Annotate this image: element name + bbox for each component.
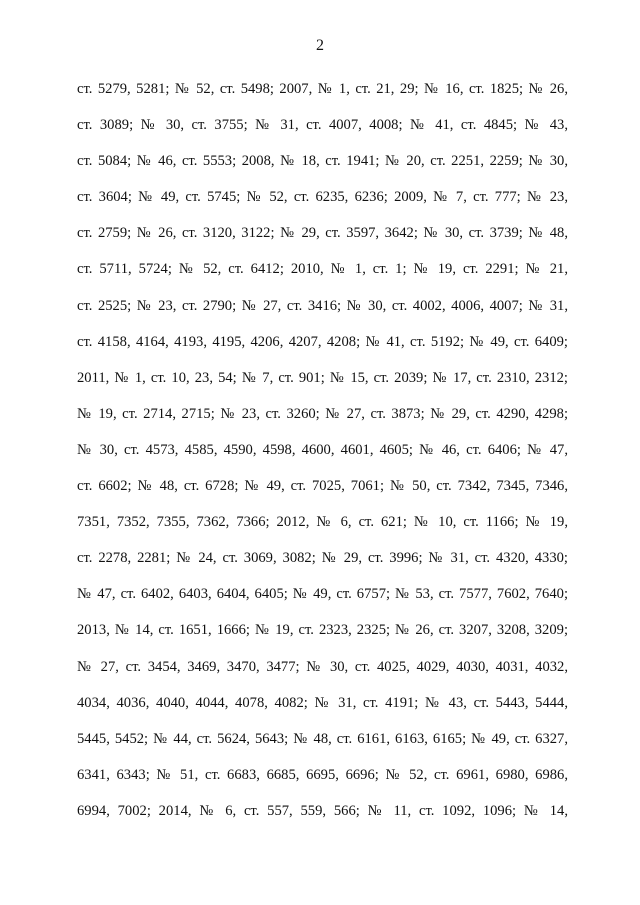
text-line-13: 7351, 7352, 7355, 7362, 7366; 2012, № 6, ст. 621; № 10, ст. 1166; № 19, <box>77 514 568 531</box>
text-line-3: ст. 5084; № 46, ст. 5553; 2008, № 18, ст. 1941; № 20, ст. 2251, 2259; № 30, <box>77 153 568 170</box>
text-line-17: № 27, ст. 3454, 3469, 3470, 3477; № 30, ст. 4025, 4029, 4030, 4031, 4032, <box>77 658 568 675</box>
text-line-1: ст. 5279, 5281; № 52, ст. 5498; 2007, № 1, ст. 21, 29; № 16, ст. 1825; № 26, <box>77 81 568 97</box>
text-line-20: 6341, 6343; № 51, ст. 6683, 6685, 6695, 6696; № 52, ст. 6961, 6980, 6986, <box>77 766 568 783</box>
text-line-8: ст. 4158, 4164, 4193, 4195, 4206, 4207, 4208; № 41, ст. 5192; № 49, ст. 6409; <box>77 333 568 350</box>
page-number: 2 <box>316 37 324 54</box>
legal-citation-text <box>77 76 568 824</box>
text-line-21: 6994, 7002; 2014, № 6, ст. 557, 559, 566; № 11, ст. 1092, 1096; № 14, <box>77 802 568 819</box>
text-line-11: № 30, ст. 4573, 4585, 4590, 4598, 4600, 4601, 4605; № 46, ст. 6406; № 47, <box>77 441 568 458</box>
text-line-2: ст. 3089; № 30, ст. 3755; № 31, ст. 4007, 4008; № 41, ст. 4845; № 43, <box>77 117 568 134</box>
text-line-9: 2011, № 1, ст. 10, 23, 54; № 7, ст. 901; № 15, ст. 2039; № 17, ст. 2310, 2312; <box>77 369 568 386</box>
text-line-4: ст. 3604; № 49, ст. 5745; № 52, ст. 6235, 6236; 2009, № 7, ст. 777; № 23, <box>77 189 568 206</box>
text-line-12: ст. 6602; № 48, ст. 6728; № 49, ст. 7025, 7061; № 50, ст. 7342, 7345, 7346, <box>77 478 568 495</box>
text-line-15: № 47, ст. 6402, 6403, 6404, 6405; № 49, ст. 6757; № 53, ст. 7577, 7602, 7640; <box>77 586 568 603</box>
text-line-19: 5445, 5452; № 44, ст. 5624, 5643; № 48, ст. 6161, 6163, 6165; № 49, ст. 6327, <box>77 730 568 747</box>
text-line-5: ст. 2759; № 26, ст. 3120, 3122; № 29, ст. 3597, 3642; № 30, ст. 3739; № 48, <box>77 225 568 242</box>
text-line-16: 2013, № 14, ст. 1651, 1666; № 19, ст. 2323, 2325; № 26, ст. 3207, 3208, 3209; <box>77 622 568 639</box>
text-line-7: ст. 2525; № 23, ст. 2790; № 27, ст. 3416; № 30, ст. 4002, 4006, 4007; № 31, <box>77 297 568 314</box>
text-line-10: № 19, ст. 2714, 2715; № 23, ст. 3260; № 27, ст. 3873; № 29, ст. 4290, 4298; <box>77 405 568 422</box>
text-line-14: ст. 2278, 2281; № 24, ст. 3069, 3082; № 29, ст. 3996; № 31, ст. 4320, 4330; <box>77 550 568 567</box>
text-line-6: ст. 5711, 5724; № 52, ст. 6412; 2010, № 1, ст. 1; № 19, ст. 2291; № 21, <box>77 261 568 278</box>
text-line-18: 4034, 4036, 4040, 4044, 4078, 4082; № 31, ст. 4191; № 43, ст. 5443, 5444, <box>77 694 568 711</box>
